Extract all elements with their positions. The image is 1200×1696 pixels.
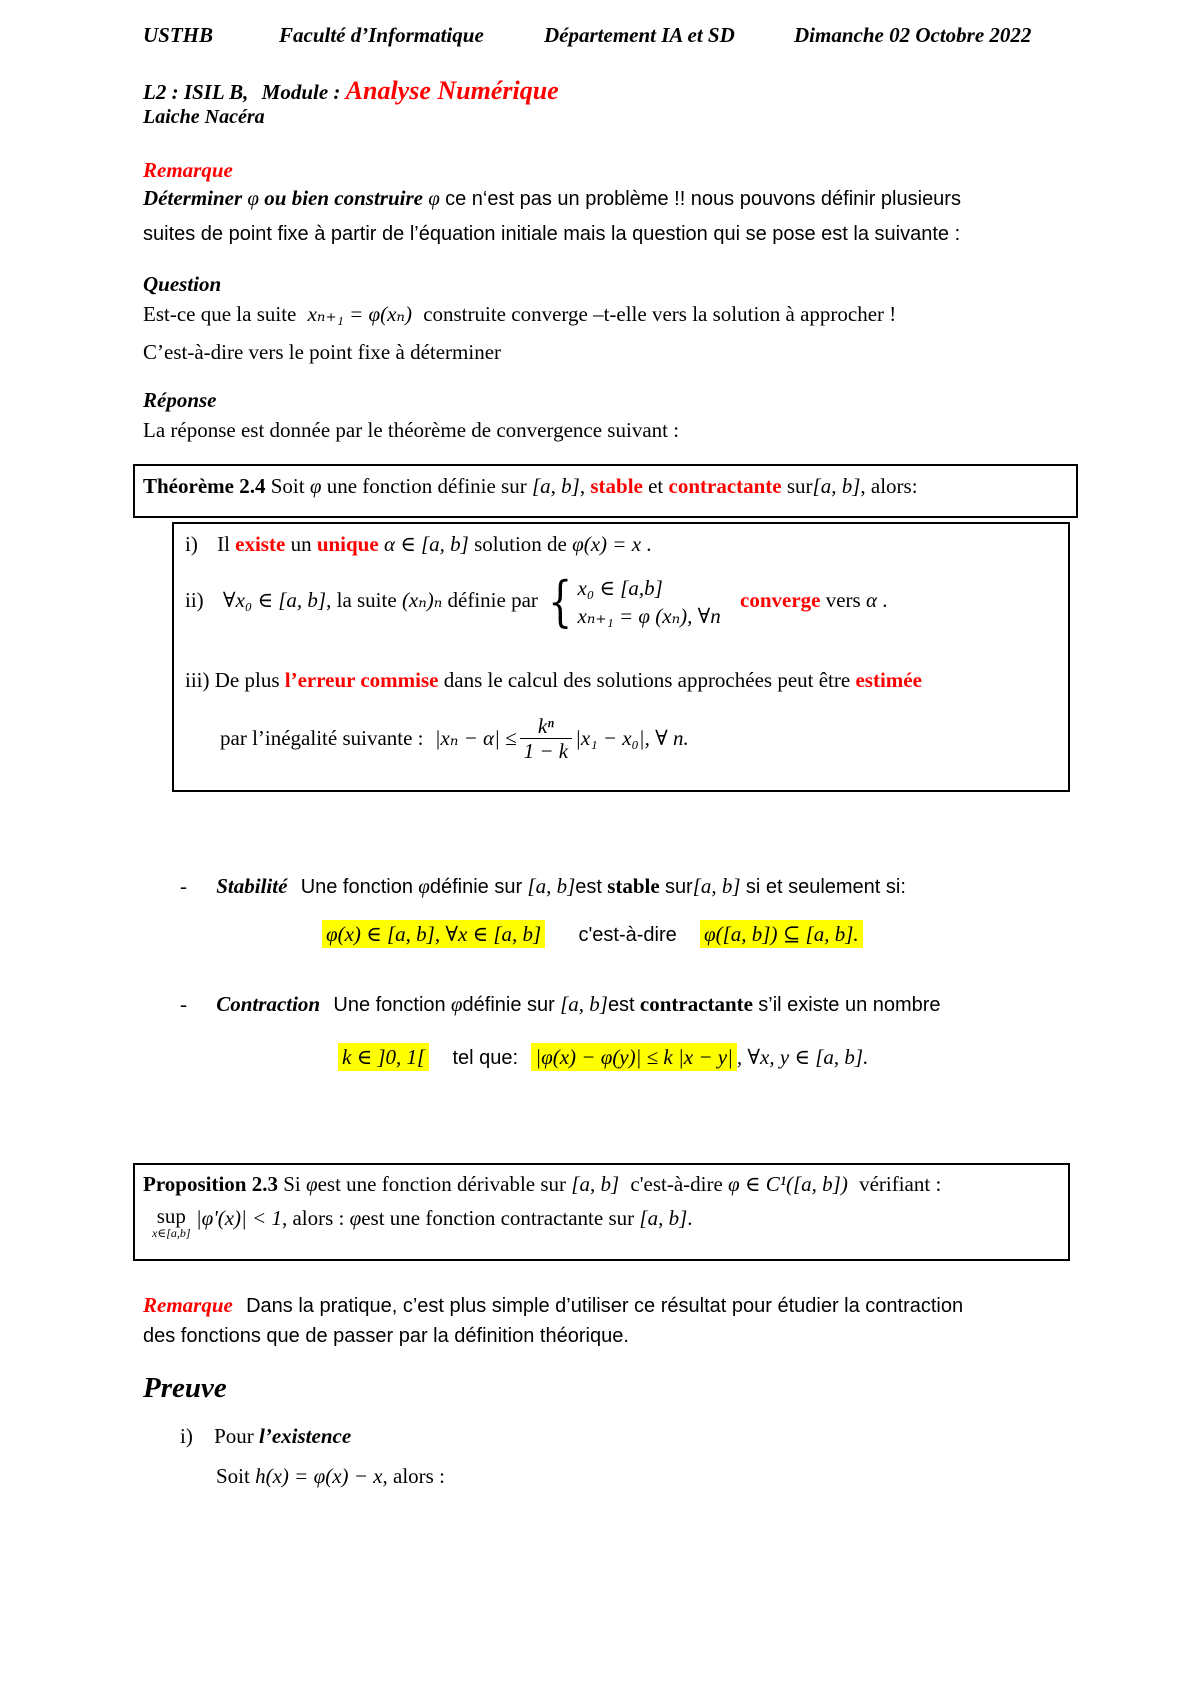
contraction-end: , ∀x, y ∈ [a, b].: [736, 1045, 869, 1069]
theorem-ii-c: vers: [825, 587, 861, 612]
contraction-formulas: [338, 1045, 868, 1070]
course-line: [143, 76, 559, 106]
theorem-iii-lhs: |xₙ − α| ≤: [434, 726, 517, 750]
course-module-label: Module :: [261, 80, 341, 104]
theorem-ii-sys2: xₙ₊₁ = φ (xₙ), ∀n: [577, 604, 721, 628]
remark2-line2: des fonctions que de passer par la définition théorique.: [143, 1325, 629, 1347]
course-author: Laiche Nacéra: [143, 106, 265, 128]
answer-title: Réponse: [143, 388, 217, 412]
theorem-end: , alors:: [860, 474, 918, 498]
theorem-item-iii: [185, 668, 922, 693]
theorem-i-a: Il: [217, 532, 230, 556]
theorem-i-c: solution de: [474, 532, 567, 556]
theorem-i-formula: α ∈ [a, b]: [383, 532, 469, 556]
phi-symbol: φ: [418, 874, 430, 898]
phi-symbol: φ: [309, 474, 322, 498]
theorem-i-eq: φ(x) = x: [572, 532, 642, 556]
proposition-label: Proposition 2.3: [143, 1172, 278, 1196]
proposition-c: c'est-à-dire: [630, 1172, 723, 1196]
proposition-sup: sup: [156, 1204, 186, 1228]
stability-interval: [a, b]: [692, 874, 741, 898]
proof-line-end: , alors :: [382, 1464, 445, 1488]
theorem-ii-sys1: x₀ ∈ [a,b]: [577, 576, 663, 600]
remark2-title: Remarque: [143, 1293, 233, 1317]
proof-line-formula: h(x) = φ(x) − x: [255, 1464, 383, 1488]
header-date: Dimanche 02 Octobre 2022: [794, 23, 1032, 47]
theorem-ii-system: [578, 574, 721, 630]
phi-symbol: φ: [305, 1172, 318, 1196]
contraction-d: s’il existe un nombre: [758, 994, 941, 1016]
theorem-iii-fraction-num: kⁿ: [520, 714, 573, 739]
remark2-line1-text: Dans la pratique, c’est plus simple d’utiliser ce résultat pour étudier la contraction: [246, 1295, 964, 1317]
theorem-iii-b: dans le calcul des solutions approchées peut être: [443, 668, 851, 692]
proposition-line1: [143, 1172, 941, 1197]
question-title: Question: [143, 272, 222, 296]
answer-line: La réponse est donnée par le théorème de convergence suivant :: [143, 418, 680, 442]
remark1-lead-a: Déterminer: [143, 186, 243, 210]
proof-i-a: Pour: [214, 1424, 254, 1448]
theorem-item-i: i) Il existe un unique α ∈ [a, b] solution de φ(x) = x .: [185, 532, 652, 556]
remark1-line2: suites de point fixe à partir de l’équation initiale mais la question qui se pose est la suivante :: [143, 223, 961, 245]
theorem-contracting: contractante: [668, 474, 782, 498]
theorem-interval: [a, b]: [531, 474, 580, 498]
stability-line: [180, 874, 906, 899]
proof-line-a: Soit: [216, 1464, 250, 1488]
remark1-lead-b: ou bien construire: [264, 186, 423, 210]
theorem-ii-formula: ∀x₀ ∈ [a, b]: [222, 587, 327, 612]
proposition-sup-block: [152, 1206, 191, 1240]
phi-symbol: φ: [349, 1206, 362, 1230]
proposition-end: .: [687, 1206, 693, 1230]
proposition-cond: |φ'(x)| < 1: [195, 1206, 282, 1230]
theorem-iii-estimated: estimée: [855, 668, 922, 692]
theorem-iii-end: , ∀ n.: [644, 726, 689, 750]
theorem-ii-seq: (xₙ)ₙ: [401, 587, 443, 612]
proposition-d: vérifiant :: [859, 1172, 942, 1196]
theorem-iii-a: De plus: [214, 668, 280, 692]
remark2-line1: [143, 1293, 963, 1318]
contraction-a: Une fonction: [333, 994, 446, 1016]
theorem-interval: [a, b]: [812, 474, 861, 498]
question-line1: [143, 302, 896, 327]
contraction-formula: |φ(x) − φ(y)| ≤ k |x − y|: [531, 1043, 737, 1071]
contraction-title: Contraction: [216, 992, 321, 1016]
theorem-iii-error: l’erreur commise: [284, 668, 439, 692]
theorem-text-b: une fonction définie sur: [326, 474, 527, 498]
remark1-line1: [143, 186, 961, 211]
theorem-iii-num: iii): [185, 668, 210, 692]
left-brace-icon: {: [548, 570, 573, 633]
theorem-ii-num: ii): [185, 587, 204, 612]
theorem-on: sur: [786, 474, 813, 498]
phi-symbol: φ: [247, 186, 260, 210]
stability-c: est: [575, 876, 602, 898]
proof-item-i: [180, 1424, 351, 1449]
stability-title: Stabilité: [216, 874, 288, 898]
stability-dash: -: [180, 874, 187, 898]
proposition-class: φ ∈ C¹([a, b]): [728, 1172, 848, 1196]
theorem-and: et: [648, 474, 664, 498]
theorem-ii-converge: converge: [740, 587, 821, 612]
theorem-iii-rhs: |x₁ − x₀|: [575, 726, 645, 750]
stability-stable: stable: [607, 874, 660, 898]
proposition-interval: [a, b]: [639, 1206, 688, 1230]
contraction-such: tel que:: [452, 1047, 519, 1069]
course-level: L2 : ISIL B,: [143, 80, 249, 104]
stability-b: définie sur: [429, 876, 523, 898]
theorem-ii-alpha: α: [865, 587, 878, 612]
contraction-dash: -: [180, 992, 187, 1016]
theorem-ii-b: définie par: [447, 587, 538, 612]
header-institution: USTHB: [143, 23, 214, 47]
proof-i-num: i): [180, 1424, 193, 1448]
stability-interval: [a, b]: [527, 874, 576, 898]
theorem-i-b: un: [290, 532, 312, 556]
proposition-sub: x∈[a,b]: [152, 1226, 191, 1240]
stability-formula1: φ(x) ∈ [a, b], ∀x ∈ [a, b]: [322, 920, 545, 948]
course-module-name: Analyse Numérique: [345, 76, 559, 105]
proposition-b: est une fonction dérivable sur: [317, 1172, 567, 1196]
contraction-k: k ∈ ]0, 1[: [338, 1043, 429, 1071]
remark1-title: Remarque: [143, 158, 233, 182]
theorem-i-unique: unique: [316, 532, 379, 556]
theorem-text-a: Soit: [270, 474, 305, 498]
theorem-item-ii: ii) ∀x₀ ∈ [a, b], la suite (xₙ)ₙ définie par { x₀ ∈ [a,b] xₙ₊₁ = φ (xₙ), ∀n converge vers α .: [185, 570, 888, 633]
theorem-iii-fraction-den: 1 − k: [523, 739, 569, 763]
question-line1-b: construite converge –t-elle vers la solution à approcher !: [423, 302, 897, 326]
stability-mid: c'est-à-dire: [578, 924, 677, 946]
proposition-line2: [152, 1206, 693, 1240]
phi-symbol: φ: [428, 186, 440, 210]
proposition-f: est une fonction contractante sur: [361, 1206, 635, 1230]
proof-title: Preuve: [143, 1372, 227, 1404]
remark1-line1-rest: ce n‘est pas un problème !! nous pouvons définir plusieurs: [445, 188, 961, 210]
stability-d: sur: [664, 876, 693, 898]
theorem-iii-c: par l’inégalité suivante :: [220, 726, 424, 750]
proposition-interval: [a, b]: [571, 1172, 620, 1196]
phi-symbol: φ: [450, 992, 463, 1016]
proposition-a: Si: [283, 1172, 301, 1196]
contraction-contracting: contractante: [639, 992, 753, 1016]
theorem-inequality: [220, 714, 689, 763]
theorem-statement: Théorème 2.4 Soit φ une fonction définie sur [a, b], stable et contractante sur[a, b], alors:: [143, 474, 918, 498]
contraction-interval: [a, b]: [560, 992, 608, 1016]
question-line2: C’est-à-dire vers le point fixe à déterminer: [143, 340, 502, 364]
theorem-ii-a: , la suite: [326, 587, 397, 612]
proof-i-b: l’existence: [259, 1424, 352, 1448]
header-department: Département IA et SD: [544, 23, 735, 47]
question-formula: xₙ₊₁ = φ(xₙ): [307, 302, 412, 326]
stability-formula2: φ([a, b]) ⊆ [a, b].: [700, 920, 863, 948]
proof-line: [216, 1464, 445, 1489]
contraction-line: [180, 992, 941, 1017]
stability-a: Une fonction: [300, 876, 413, 898]
stability-formulas: [322, 922, 863, 947]
contraction-b: définie sur: [462, 994, 555, 1016]
contraction-c: est: [607, 994, 635, 1016]
theorem-label: Théorème 2.4: [143, 474, 266, 498]
theorem-i-exists: existe: [235, 532, 286, 556]
proposition-e: , alors :: [281, 1206, 345, 1230]
theorem-stable: stable: [590, 474, 643, 498]
theorem-iii-fraction: [520, 714, 573, 763]
question-line1-a: Est-ce que la suite: [143, 302, 297, 326]
header-faculty: Faculté d’Informatique: [279, 23, 484, 47]
stability-e: si et seulement si:: [745, 876, 906, 898]
theorem-i-num: i): [185, 532, 198, 556]
